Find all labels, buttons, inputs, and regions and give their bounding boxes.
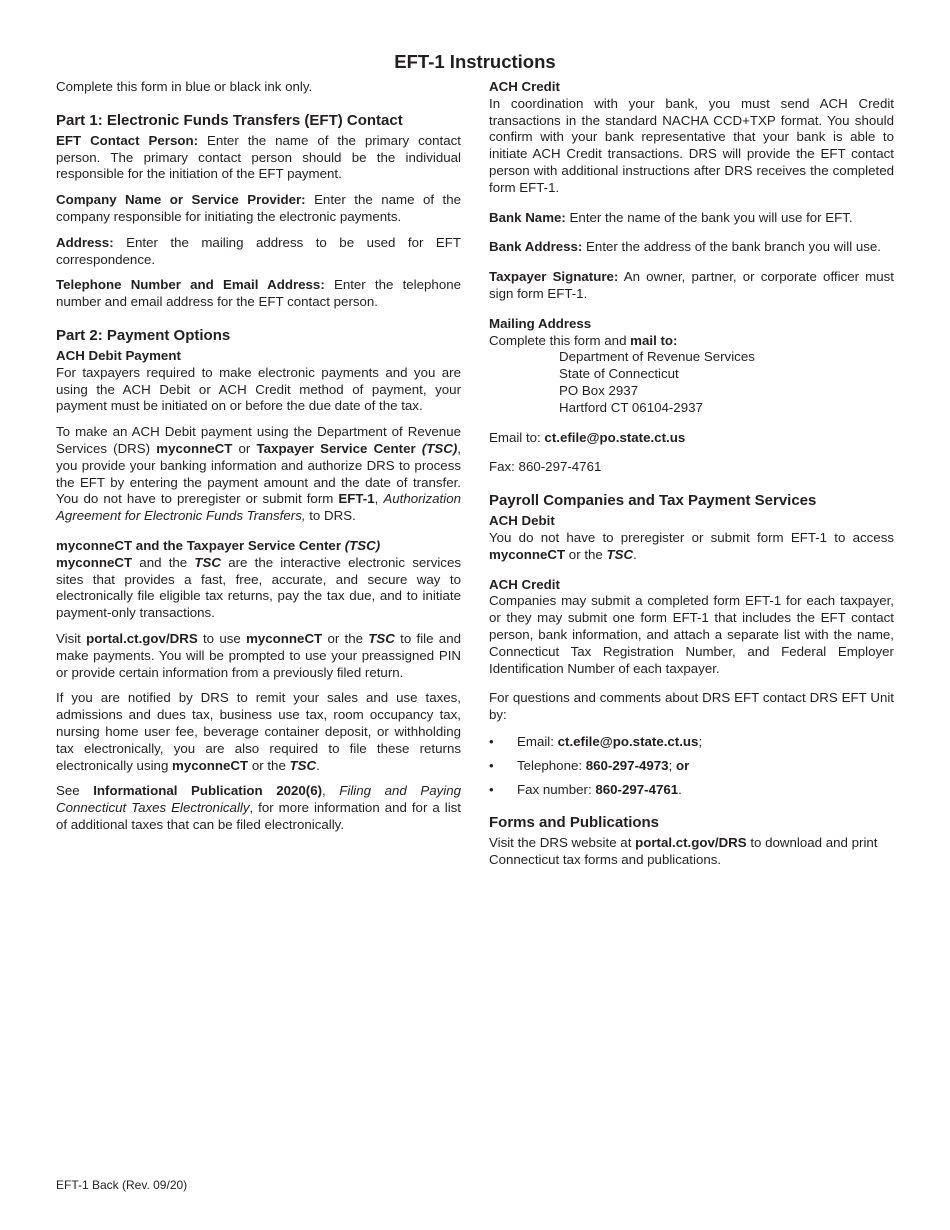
text-run: If you are notified by DRS to remit your sales and use taxes, admissions and dues tax, business use tax, room occupancy tax, nursing home user fee, beverage container deposit, or withholding tax electronically, you are also required to file these returns electronically using — [56, 690, 461, 773]
text-run: , — [374, 491, 384, 507]
bank-address-label: Bank Address: — [489, 239, 583, 255]
text-run: You do not have to preregister or submit form EFT-1 to access — [489, 529, 894, 545]
forms-heading: Forms and Publications — [489, 814, 660, 832]
address-paragraph — [56, 235, 461, 269]
text-run: are the interactive electronic services sites that provides a fast, free, accurate, and secure way to electronically file eligible tax returns, pay the tax due, and to initiate payment-only transactions. — [56, 554, 461, 621]
bank-name-label: Bank Name: — [489, 209, 566, 225]
text-run: or the — [322, 630, 369, 646]
contact-person-paragraph — [56, 133, 461, 183]
text-run: To make an ACH Debit payment using the Department of Revenue Services (DRS) — [56, 424, 461, 456]
part1-heading: Part 1: Electronic Funds Transfers (EFT) Contact — [56, 111, 403, 129]
myconnect-term: myconneCT — [172, 757, 249, 773]
tsc-paragraph-2 — [56, 631, 461, 681]
phone-number: 860-297-4973 — [585, 757, 669, 773]
contact-person-text: Enter the name of the primary contact person. The primary contact person should be the individual responsible for the initiation of the EFT payment. — [56, 132, 461, 182]
text-run: or the — [248, 757, 290, 773]
payroll-debit-paragraph — [489, 530, 894, 564]
company-paragraph — [56, 192, 461, 226]
forms-paragraph — [489, 835, 894, 869]
contact-person-label: EFT Contact Person: — [56, 132, 199, 148]
left-column — [56, 79, 461, 843]
payroll-credit-heading: ACH Credit — [489, 576, 560, 592]
address-line: PO Box 2937 — [559, 382, 639, 398]
bank-address-paragraph — [489, 239, 894, 256]
payroll-heading: Payroll Companies and Tax Payment Services — [489, 492, 817, 510]
text-run: , you provide your banking information and authorize DRS to process the EFT by entering the payment amount and the date of transfer. You do not have to preregister or submit form — [56, 440, 461, 507]
eft1-term: EFT-1 — [338, 491, 375, 507]
tsc-paragraph-4 — [56, 783, 461, 833]
myconnect-term: myconneCT — [156, 440, 233, 456]
mailing-heading: Mailing Address — [489, 315, 592, 331]
portal-link[interactable]: portal.ct.gov/DRS — [86, 630, 198, 646]
company-text: Enter the name of the company responsible for initiating the electronic payments. — [56, 192, 461, 224]
fax-number: 860-297-4761 — [595, 781, 679, 797]
ach-credit-heading: ACH Credit — [489, 79, 560, 94]
ach-debit-paragraph-2 — [56, 424, 461, 525]
signature-text: An owner, partner, or corporate officer must sign form EFT-1. — [489, 269, 894, 301]
company-label: Company Name or Service Provider: — [56, 192, 306, 208]
bullet-icon: • — [489, 757, 494, 773]
text-run: ; — [698, 733, 703, 749]
list-item — [489, 782, 894, 799]
phone-email-paragraph — [56, 277, 461, 311]
tsc-heading-text: myconneCT and the Taxpayer Service Center — [56, 537, 345, 553]
text-run: Visit — [56, 630, 87, 646]
questions-paragraph: For questions and comments about DRS EFT contact DRS EFT Unit by: — [489, 690, 894, 723]
bullet-icon: • — [489, 733, 494, 749]
ach-debit-heading: ACH Debit Payment — [56, 347, 181, 363]
payroll-debit-heading: ACH Debit — [489, 513, 555, 529]
phone-email-text: Enter the telephone number and email address for the EFT contact person. — [56, 277, 462, 310]
text-run: Fax number: — [517, 781, 596, 797]
text-run: . — [633, 546, 637, 562]
text-run: . — [316, 757, 320, 773]
right-column — [489, 79, 894, 878]
form-footer: EFT-1 Back (Rev. 09/20) — [56, 1178, 188, 1192]
bank-name-text: Enter the name of the bank you will use for EFT. — [565, 209, 853, 225]
myconnect-term: myconneCT — [489, 546, 566, 562]
text-run: Email: — [517, 733, 558, 749]
ach-credit-paragraph: In coordination with your bank, you must send ACH Credit transactions in the standard NACHA CCD+TXP format. You should confirm with your bank representative that your bank is able to initiate ACH Credit transactions. DRS will provide the EFT contact person with additional instructions after DRS receives the completed form EFT-1. — [489, 95, 894, 195]
text-run: ; — [668, 757, 676, 773]
publication-title: Filing and Paying Connecticut Taxes Electronically — [56, 783, 461, 816]
text-run: to DRS. — [305, 508, 356, 524]
text-run: and the — [132, 554, 195, 570]
email-line — [489, 430, 894, 447]
signature-label: Taxpayer Signature: — [489, 269, 619, 285]
phone-email-label: Telephone Number and Email Address: — [56, 277, 325, 293]
payroll-credit-paragraph: Companies may submit a completed form EFT-1 for each taxpayer, or they may submit one form EFT-1 that includes the EFT contact person, bank information, and attach a separate list with the name, Connecticut Tax Registration Number, and Federal Employer Identification Number of each taxpayer. — [489, 593, 894, 676]
tsc-heading — [56, 538, 461, 555]
tsc-paragraph-3 — [56, 690, 461, 774]
portal-link[interactable]: portal.ct.gov/DRS — [635, 835, 747, 851]
mail-to-label: mail to: — [630, 332, 678, 348]
tsc-paragraph-1 — [56, 555, 461, 622]
tsc-term: TSC — [368, 630, 395, 646]
text-run: or — [675, 757, 690, 773]
text-run: Visit the DRS website at — [489, 835, 636, 851]
myconnect-term: myconneCT — [56, 554, 133, 570]
text-run: to file and make payments. You will be prompted to use your preassigned PIN or provide certain information from a previously filed return. — [56, 630, 461, 680]
tsc-term: TSC — [606, 546, 634, 562]
address-text: Enter the mailing address to be used for EFT correspondence. — [56, 234, 461, 267]
text-run: or — [232, 440, 257, 456]
text-run: , for more information and for a list of additional taxes that can be filed electronically. — [56, 800, 461, 832]
tsc-heading-abbrev: (TSC) — [344, 537, 381, 553]
mailing-address-block — [489, 349, 894, 416]
text-run: or the — [565, 546, 607, 562]
text-run: Telephone: — [517, 757, 586, 773]
text-run: . — [678, 781, 682, 797]
text-run: to download and print Connecticut tax forms and publications. — [489, 835, 878, 868]
ink-instruction: Complete this form in blue or black ink only. — [56, 79, 313, 94]
text-run: to use — [197, 630, 247, 646]
mailing-intro — [489, 333, 894, 350]
myconnect-term: myconneCT — [246, 630, 323, 646]
email-link[interactable]: ct.efile@po.state.ct.us — [544, 429, 686, 445]
tsc-abbrev: (TSC) — [421, 440, 458, 456]
address-line: Department of Revenue Services — [559, 349, 755, 365]
text-run: See — [56, 783, 94, 799]
text-run: , — [322, 783, 340, 799]
email-label: Email to: — [489, 429, 545, 445]
list-item — [489, 734, 894, 751]
form-title: Authorization Agreement for Electronic Funds Transfers, — [56, 491, 461, 524]
list-item — [489, 758, 894, 775]
address-line: State of Connecticut — [559, 366, 679, 382]
tsc-term: TSC — [194, 554, 221, 570]
page-title: EFT-1 Instructions — [394, 51, 556, 72]
text-run: Complete this form and — [489, 332, 631, 348]
tsc-term: Taxpayer Service Center — [256, 440, 422, 456]
bank-name-paragraph — [489, 210, 894, 227]
part2-heading: Part 2: Payment Options — [56, 326, 231, 344]
address-label: Address: — [56, 234, 114, 250]
bullet-icon: • — [489, 781, 494, 797]
ach-debit-paragraph-1: For taxpayers required to make electronic payments and you are using the ACH Debit or ACH Credit method of payment, your payment must be initiated on or before the due date of the tax. — [56, 364, 461, 414]
fax-line: Fax: 860-297-4761 — [489, 459, 602, 475]
bank-address-text: Enter the address of the bank branch you will use. — [582, 239, 881, 255]
publication-ref: Informational Publication 2020(6) — [93, 783, 323, 799]
signature-paragraph — [489, 269, 894, 303]
email-link[interactable]: ct.efile@po.state.ct.us — [557, 733, 699, 749]
contact-list — [489, 734, 894, 798]
address-line: Hartford CT 06104-2937 — [559, 399, 703, 415]
tsc-term: TSC — [289, 757, 317, 773]
